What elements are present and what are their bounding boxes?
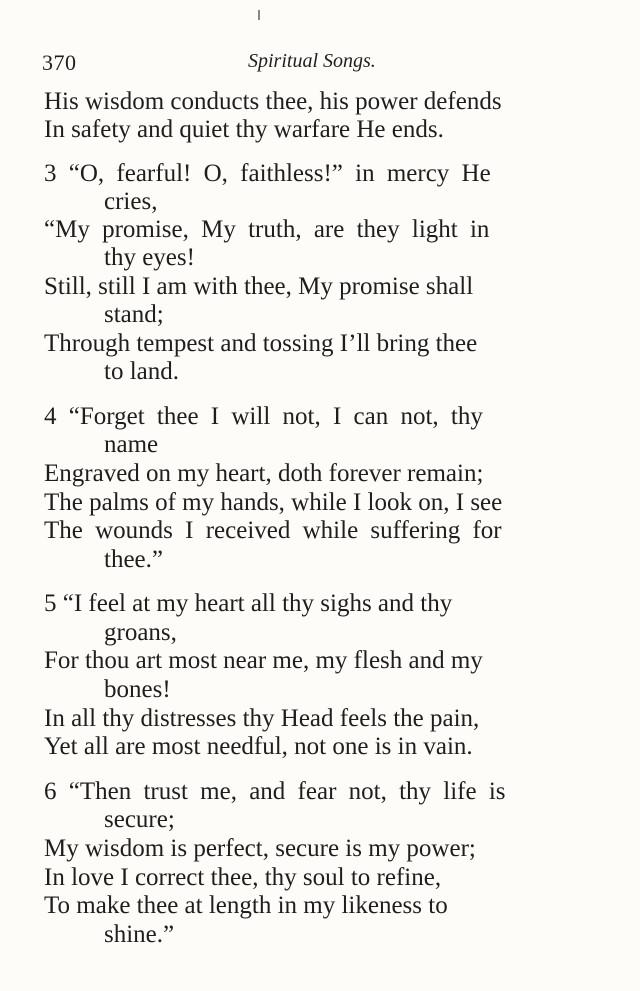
verse-line: The wounds I received while suffering for xyxy=(44,517,502,544)
page-number: 370 xyxy=(42,50,77,75)
verse-line: groans, xyxy=(104,619,177,646)
verse-line: shine.” xyxy=(104,921,175,948)
verse-line: secure; xyxy=(104,806,175,833)
verse-line: thy eyes! xyxy=(104,244,195,271)
verse-line: name xyxy=(104,431,159,458)
verse-line: The palms of my hands, while I look on, I see xyxy=(44,489,503,516)
page-header xyxy=(42,50,598,80)
verse-line: Through tempest and tossing I’ll bring thee xyxy=(44,330,478,357)
verse-line: Yet all are most needful, not one is in vain. xyxy=(44,733,473,760)
verse-line: To make thee at length in my likeness to xyxy=(44,892,448,919)
verse-line: thee.” xyxy=(104,546,163,573)
verse-line: Engraved on my heart, doth forever remain; xyxy=(44,460,484,487)
verse-line: His wisdom conducts thee, his power defends xyxy=(44,88,502,115)
verse-line: stand; xyxy=(104,301,164,328)
verse-line: bones! xyxy=(104,676,171,703)
verse-line: 4 “Forget thee I will not, I can not, thy xyxy=(44,403,483,430)
verse-line: to land. xyxy=(104,358,179,385)
page-edge-mark xyxy=(258,10,260,20)
verse-line: In all thy distresses thy Head feels the pain, xyxy=(44,705,480,732)
verse-line: In safety and quiet thy warfare He ends. xyxy=(44,116,444,143)
verse-line: Still, still I am with thee, My promise shall xyxy=(44,273,474,300)
verse-line: For thou art most near me, my flesh and my xyxy=(44,647,483,674)
verse-line: 3 “O, fearful! O, faithless!” in mercy He xyxy=(44,160,491,187)
verse-line: My wisdom is perfect, secure is my power; xyxy=(44,835,476,862)
verse-line: 5 “I feel at my heart all thy sighs and thy xyxy=(44,590,453,617)
running-title: Spiritual Songs. xyxy=(248,50,376,72)
verse-line: “My promise, My truth, are they light in xyxy=(44,216,490,243)
verse-line: In love I correct thee, thy soul to refine, xyxy=(44,864,442,891)
verse-line: cries, xyxy=(104,188,158,215)
verse-line: 6 “Then trust me, and fear not, thy life is xyxy=(44,778,506,805)
